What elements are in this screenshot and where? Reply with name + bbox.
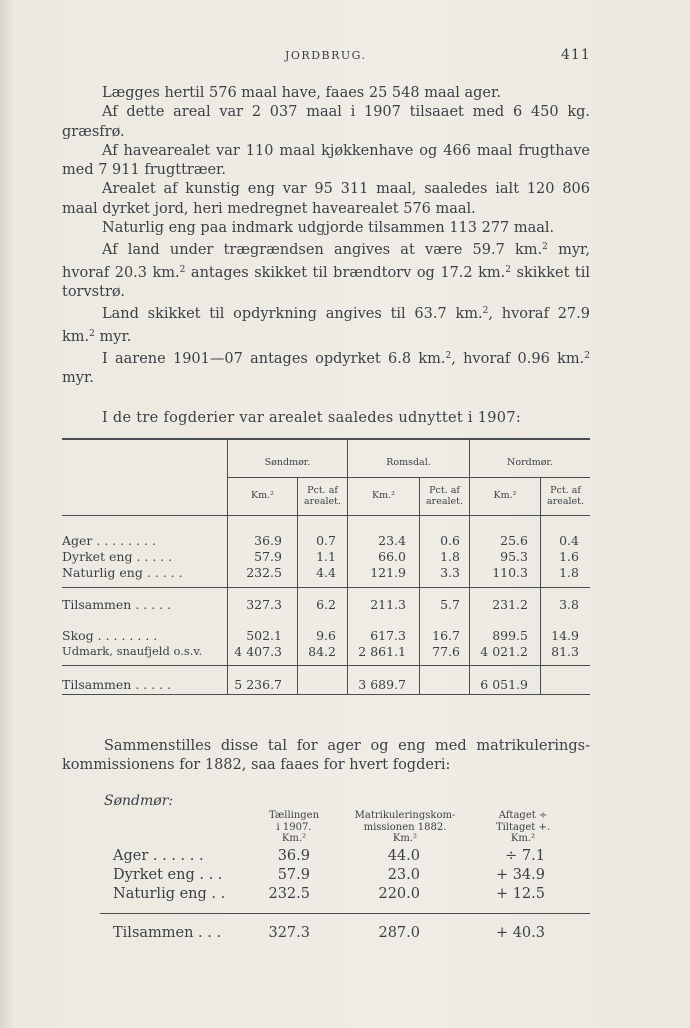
paragraph-6: Af land under trægrændsen angives at være 59.7 km.$^2$ myr, hvoraf 20.3 km.$^2$ antages skikket til brændtorv og 17.2 km.$^2$ skikket til torvstrø. xyxy=(62,242,591,300)
paragraph-1: Lægges hertil 576 maal have, faaes 25 548 maal ager. xyxy=(102,85,501,101)
paragraph-7: Land skikket til opdyrkning angives til 63.7 km.$^2$, hvoraf 27.9 km.$^2$ myr. xyxy=(62,306,590,345)
body-text xyxy=(62,84,590,388)
page-number: 411 xyxy=(561,47,591,63)
district-romsdal: Romsdal. xyxy=(386,457,431,468)
district-nordmor: Nordmør. xyxy=(507,457,553,468)
sub-pct: Pct. af arealet. xyxy=(304,485,341,507)
page-header xyxy=(0,47,690,67)
paragraph-5: Naturlig eng paa indmark udgjorde tilsammen 113 277 maal. xyxy=(102,220,555,237)
subtotal-rule xyxy=(62,587,590,588)
sub-pct: Pct. af arealet. xyxy=(426,485,463,507)
total-rule xyxy=(62,665,590,666)
col-header-change: Aftaget ÷ Tiltaget +. Km.² xyxy=(495,810,551,844)
sub-km: Km.² xyxy=(493,490,517,501)
vrule xyxy=(540,477,541,694)
sondmor-sum-rule xyxy=(100,913,590,914)
sub-km: Km.² xyxy=(372,490,395,501)
land-use-table: Søndmør. Romsdal. Nordmør. Km.² Pct. af arealet. Km.² Pct. af arealet. Km.² Pct. af arealet. Ager . . . . . . . . 36.9 0.7 23.4 0.6 25.6 0.4 Dyrket eng . . . . . 57.9 1.1 66.0 1.8 95.3 1.6 Naturlig eng . . . . . 232.5 4.4 121.9 3.3 110.3 1.8 Tilsammen . . . . . 327.3 6.2 211.3 5.7 231.2 3.8 Skog . . . . . . . . 502.1 9.6 617.3 16.7 899.5 14.9 Udmark, snaufjeld o.s.v. 4 407.3 84.2 2 861.1 77.6 4 021.2 81.3 Tilsammen . . . . . 5 236.7 3 689.7 6 051.9 xyxy=(62,438,590,696)
sub-km: Km.² xyxy=(251,490,274,501)
table-top-rule xyxy=(62,438,590,440)
paragraph-4: Arealet af kunstig eng var 95 311 maal, saaledes ialt 120 806 maal dyrket jord, heri medregnet havearealet 576 maal. xyxy=(62,181,590,217)
running-title: JORDBRUG. xyxy=(285,49,367,62)
col-header-matrikul-1882: Matrikuleringskom- missionen 1882. Km.² xyxy=(354,810,456,844)
table-bottom-rule xyxy=(62,694,590,695)
header-rule xyxy=(62,515,590,516)
vrule xyxy=(419,477,420,694)
paragraph-2: Af dette areal var 2 037 maal i 1907 tilsaaet med 6 450 kg. græsfrø. xyxy=(62,104,590,140)
paragraph-8: I aarene 1901—07 antages opdyrket 6.8 km.$^2$, hvoraf 0.96 km.$^2$ myr. xyxy=(62,350,590,387)
page: JORDBRUG. 411 Lægges hertil 576 maal have, faaes 25 548 maal ager. Af dette areal var 2 037 maal i 1907 tilsaaet med 6 450 kg. græsfrø. Af havearealet var 110 maal kjøkkenhave og 466 maal frugthave med 7 911 frugttræer. Arealet af kunstig eng var 95 311 maal, saaledes ialt 120 806 maal dyrket jord, heri medregnet havearealet 576 maal. Naturlig eng paa indmark udgjorde tilsammen 113 277 maal. Af land under trægrændsen angives at være 59.7 km.$^2$ myr, hvoraf 20.3 km.$^2$ antages skikket til brændtorv og 17.2 km.$^2$ skikket til torvstrø. Land skikket til opdyrkning angives til 63.7 km.$^2$, hvoraf 27.9 km.$^2$ myr. I aarene 1901—07 antages opdyrket 6.8 km.$^2$, hvoraf 0.96 km.$^2$ myr. I de tre fogderier var arealet saaledes udnyttet i 1907: Søndmør. Romsdal. Nordmør. Km.² Pct. af arealet. Km.² Pct. af arealet. Km.² Pct. af arealet. Ager . . . . . . . . 36.9 0.7 23.4 0.6 25.6 0.4 Dyrket eng . . . . . 57.9 1.1 66.0 1.8 95.3 1.6 Naturlig eng . . . . . 232.5 4.4 121.9 3.3 110.3 1.8 Tilsammen . . . . . 327.3 6.2 211.3 5.7 231.2 3.8 Skog . . . . . . . . 502.1 9.6 617.3 16.7 899.5 14.9 Udmark, snaufjeld o.s.v. 4 407.3 84.2 2 861.1 77.6 4 021.2 81.3 Tilsammen . . . . . 5 236.7 3 689.7 6 051.9 Sammenstilles disse tal for ager og eng med matrikulerings-kommissionens for 1882, saa faaes for hvert fogderi: Søndmør: Tællingen i 1907. Km.² Matrikuleringskom- missionen 1882. Km.² Aftaget ÷ Tiltaget +. Km.² Ager . . . . . . 36.9 44.0 ÷ 7.1 Dyrket eng . . . 57.9 23.0 + 34.9 Naturlig eng . . 232.5 220.0 + 12.5 Tilsammen . . . 327.3 287.0 + 40.3 xyxy=(0,0,690,1028)
comparison-intro: Sammenstilles disse tal for ager og eng med matrikulerings-kommissionens for 1882, saa faaes for hvert fogderi: xyxy=(62,738,590,774)
col-header-count-1907: Tællingen i 1907. Km.² xyxy=(268,810,320,844)
table-intro: I de tre fogderier var arealet saaledes udnyttet i 1907: xyxy=(102,410,522,426)
sub-pct: Pct. af arealet. xyxy=(547,485,584,507)
district-sondmor: Søndmør. xyxy=(264,457,311,468)
district-rule xyxy=(227,477,590,478)
sondmor-heading: Søndmør: xyxy=(104,793,174,809)
vrule xyxy=(297,477,298,694)
paragraph-3: Af havearealet var 110 maal kjøkkenhave og 466 maal frugthave med 7 911 frugttræer. xyxy=(62,142,590,179)
